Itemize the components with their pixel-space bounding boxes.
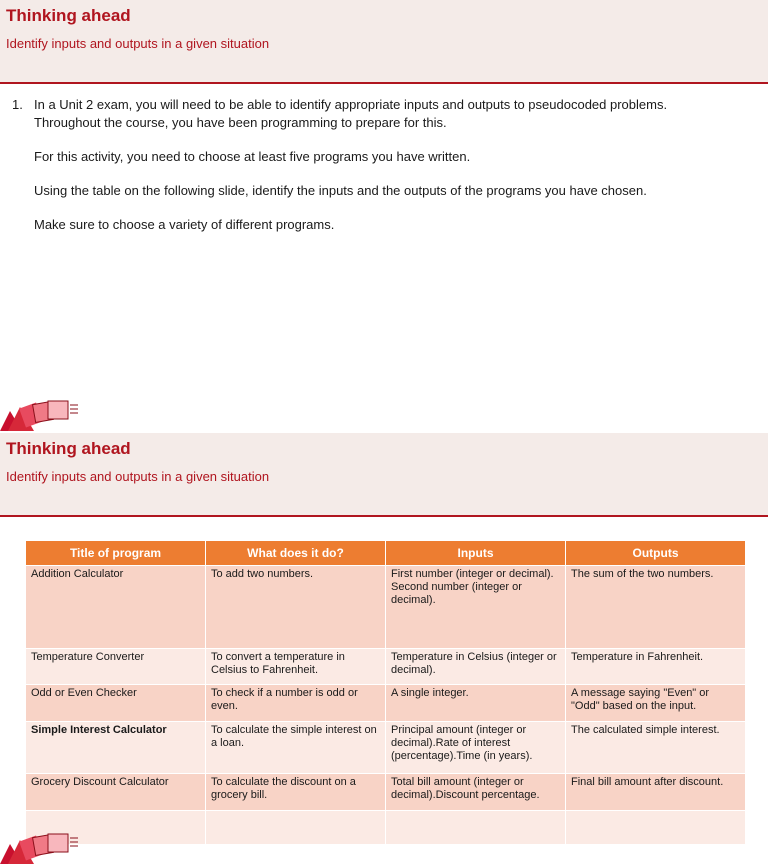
table-cell[interactable]: To add two numbers. <box>206 566 386 649</box>
table-cell[interactable]: Simple Interest Calculator <box>26 722 206 774</box>
slide-header <box>0 0 768 84</box>
table-row <box>26 774 746 811</box>
table-cell[interactable]: Total bill amount (integer or decimal).Discount percentage. <box>386 774 566 811</box>
table-cell[interactable]: A message saying "Even" or "Odd" based on the input. <box>566 685 746 722</box>
slide-subtitle: Identify inputs and outputs in a given situation <box>6 36 270 51</box>
table-header-row <box>26 541 746 566</box>
paragraph: Using the table on the following slide, identify the inputs and the outputs of the programs you have chosen. <box>34 183 647 198</box>
slide-title: Thinking ahead <box>6 439 131 458</box>
column-header: Outputs <box>566 541 746 566</box>
table-row <box>26 685 746 722</box>
table-cell[interactable]: The calculated simple interest. <box>566 722 746 774</box>
table-cell[interactable]: To calculate the discount on a grocery bill. <box>206 774 386 811</box>
table-cell[interactable]: The sum of the two numbers. <box>566 566 746 649</box>
table-cell[interactable] <box>206 811 386 845</box>
paragraph: In a Unit 2 exam, you will need to be able to identify appropriate inputs and outputs to pseudocoded problems. Throughout the course, you have been programming to prepare for this. <box>34 97 668 130</box>
table-cell[interactable] <box>566 811 746 845</box>
table-cell[interactable]: Addition Calculator <box>26 566 206 649</box>
table-cell[interactable]: First number (integer or decimal). Second number (integer or decimal). <box>386 566 566 649</box>
decorative-chips-graphic <box>0 830 80 864</box>
table-cell[interactable]: Temperature in Celsius (integer or decimal). <box>386 649 566 685</box>
table-cell[interactable]: Temperature in Fahrenheit. <box>566 649 746 685</box>
paragraph: For this activity, you need to choose at least five programs you have written. <box>34 149 471 164</box>
table-row <box>26 566 746 649</box>
column-header: What does it do? <box>206 541 386 566</box>
programs-table <box>25 540 746 845</box>
table-cell[interactable] <box>386 811 566 845</box>
slide-2 <box>0 433 768 866</box>
table-cell[interactable]: To calculate the simple interest on a loan. <box>206 722 386 774</box>
table-cell[interactable]: Temperature Converter <box>26 649 206 685</box>
table-cell[interactable]: To convert a temperature in Celsius to Fahrenheit. <box>206 649 386 685</box>
table-cell[interactable]: Final bill amount after discount. <box>566 774 746 811</box>
list-item-text <box>34 96 714 250</box>
table-cell[interactable]: To check if a number is odd or even. <box>206 685 386 722</box>
table-row <box>26 811 746 845</box>
list-number: 1. <box>12 97 23 112</box>
slide-header <box>0 433 768 517</box>
slide-title: Thinking ahead <box>6 6 131 25</box>
table-row <box>26 649 746 685</box>
paragraph: Make sure to choose a variety of different programs. <box>34 217 335 232</box>
slide-subtitle: Identify inputs and outputs in a given situation <box>6 469 270 484</box>
table-row <box>26 722 746 774</box>
table-cell[interactable]: Odd or Even Checker <box>26 685 206 722</box>
decorative-chips-graphic <box>0 397 80 431</box>
column-header: Inputs <box>386 541 566 566</box>
column-header: Title of program <box>26 541 206 566</box>
table-cell[interactable]: Principal amount (integer or decimal).Rate of interest (percentage).Time (in years). <box>386 722 566 774</box>
table-cell[interactable]: Grocery Discount Calculator <box>26 774 206 811</box>
table-cell[interactable]: A single integer. <box>386 685 566 722</box>
